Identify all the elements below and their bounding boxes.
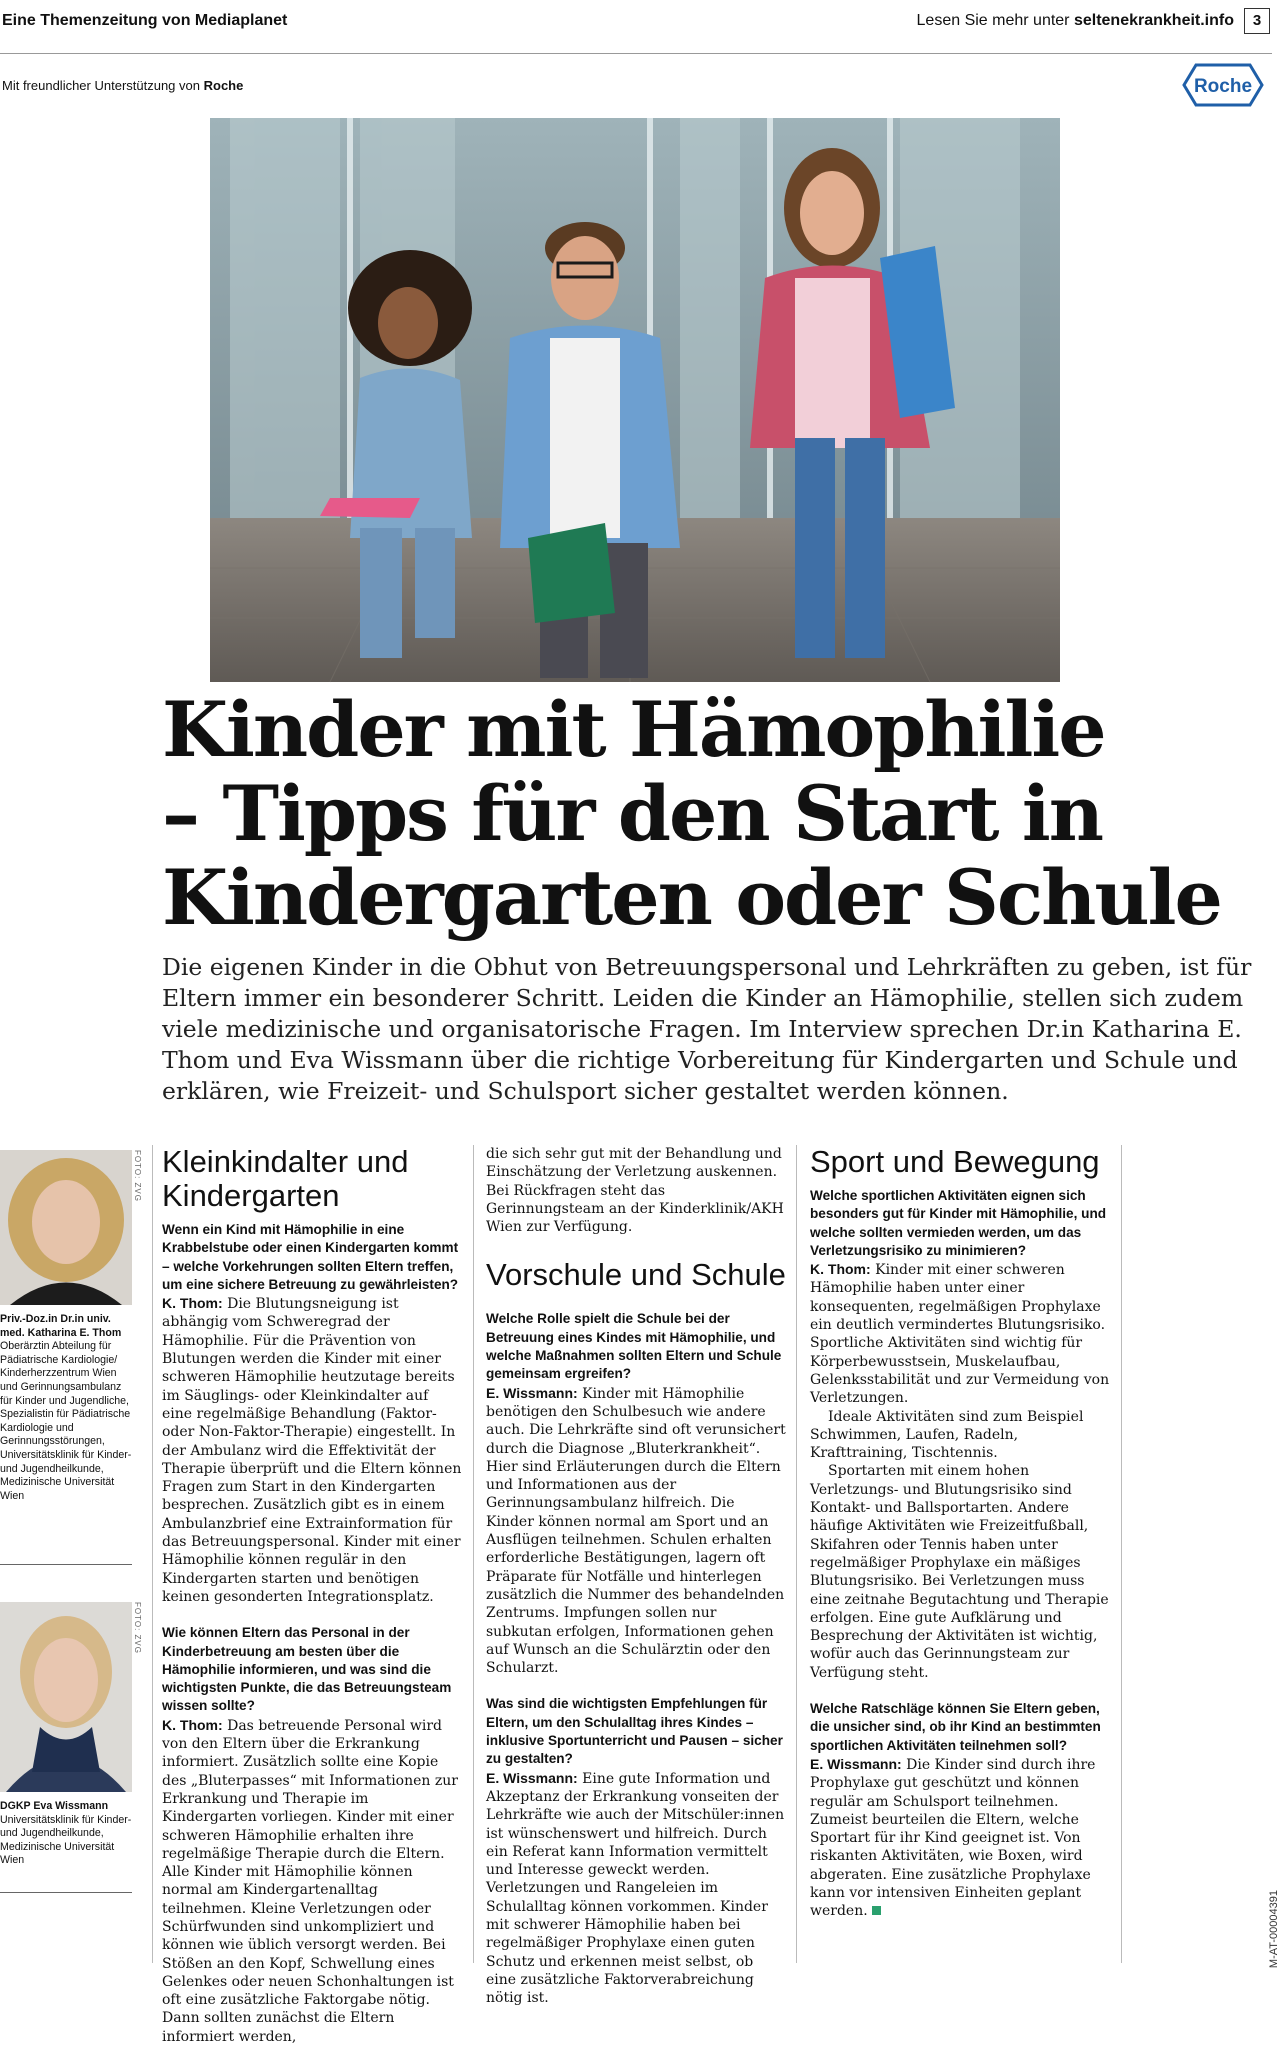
speaker: E. Wissmann:	[810, 1755, 902, 1772]
page-number: 3	[1244, 8, 1270, 34]
section-heading-sport: Sport und Bewegung	[810, 1144, 1100, 1179]
material-code: M-AT-00004391	[1268, 1890, 1280, 1969]
answer-text: Die Blutungsneigung ist abhängig vom Schweregrad der Hämophilie. Für die Prävention von Blutungen werden die Kinder mit einer schweren Hämophilie heutzutage bereits im Säuglings- oder Kleinkindalter auf eine regelmäßige Behandlung (Faktor- oder Non-Faktor-Therapie) eingestellt. In der Ambulanz wird die Effektivität der Therapie überprüft und die Eltern können Fragen zum Start in den Kindergarten besprechen. Zusätzlich gibt es in einem Ambulanzbrief eine Extrainformation für das Betreuungspersonal. Kinder mit einer Hämophilie können regulär in den Kindergarten starten und benötigen keinen gesonderten Integrationsplatz.	[162, 1296, 462, 1605]
bio-wissmann-text: Universitätsklinik für Kinder- und Jugendheilkunde, Medizinische Universität Wien	[0, 1813, 132, 1867]
more-info	[917, 12, 1234, 30]
column-divider	[473, 1145, 474, 1963]
article-column-1	[162, 1145, 462, 2046]
bio-thom	[0, 1313, 132, 1503]
answer-text: Das betreuende Personal wird von den Eltern über die Erkrankung informiert. Zusätzlich sollte eine Kopie des „Bluterpasses“ mit Informationen zur Erkrankung und Therapie im Kindergarten vorliegen. Kinder mit einer schweren Hämophilie erhalten ihre regelmäßige Therapie durch die Eltern. Alle Kinder mit Hämophilie können normal am Kindergartenalltag teilnehmen. Kleine Verletzungen oder Schürfwunden sind unkompliziert und können wie üblich versorgt werden. Bei Stößen an den Kopf, Schwellung eines Gelenkes oder neuen Schonhaltungen ist oft eine zusätzliche Faktorgabe nötig. Dann sollten zunächst die Eltern informiert werden,	[162, 1717, 458, 2045]
article-column-3	[810, 1145, 1112, 1921]
answer-text: Kinder mit einer schweren Hämophilie haben unter einer konsequenten, regelmäßigen Prophylaxe ein deutlich vermindertes Blutungsrisiko. Sportliche Aktivitäten sind wichtig für Körperbewusstsein, Muskelaufbau, Gelenksstabilität und zur Vermeidung von Verletzungen.	[810, 1262, 1110, 1407]
headline-line-1: Kinder mit Hämophilie	[162, 685, 1105, 774]
paragraph: Sportarten mit einem hohen Verletzungs- und Blutungsrisiko sind Kontakt- und Ballsportarten. Andere häufige Aktivitäten wie Freizeitfußball, Skifahren oder Tennis haben unter regelmäßiger Prophylaxe ein mäßiges Blutungsrisiko. Bei Verletzungen muss eine zeitnahe Begutachtung und Therapie erfolgen. Eine gute Aufklärung und Besprechung der Aktivitäten ist wichtig, wofür auch das Gerinnungsteam zur Verfügung steht.	[810, 1463, 1109, 1681]
photo-credit-wissmann: FOTO: ZVG	[133, 1602, 142, 1654]
portrait-thom	[0, 1150, 132, 1305]
continued-text: die sich sehr gut mit der Behandlung und Einschätzung der Verletzung auskennen. Bei Rückfragen steht das Gerinnungsteam an der Kinderklinik/AKH Wien zur Verfügung.	[486, 1146, 784, 1236]
answer	[810, 1755, 1112, 1921]
speaker: E. Wissmann:	[486, 1384, 578, 1401]
answer	[486, 1769, 786, 2008]
answer	[162, 1294, 462, 1606]
bio-thom-name: Priv.-Doz.in Dr.in univ. med. Katharina E. Thom	[0, 1313, 122, 1339]
headline-line-3: Kindergarten oder Schule	[162, 853, 1221, 942]
photo-credit-thom: FOTO: ZVG	[133, 1150, 142, 1202]
speaker: K. Thom:	[162, 1716, 223, 1733]
section-heading-kindergarten: Kleinkindalter und Kindergarten	[162, 1144, 409, 1213]
speaker: K. Thom:	[810, 1261, 871, 1278]
question: Welche sportlichen Aktivitäten eignen sich besonders gut für Kinder mit Hämophilie, und welche sollten vermieden werden, um das Verletzungsrisiko zu minimieren?	[810, 1188, 1107, 1258]
headline-line-2: – Tipps für den Start in	[162, 769, 1103, 858]
bio-divider	[0, 1892, 132, 1893]
bio-wissmann	[0, 1800, 132, 1868]
question: Welche Ratschläge können Sie Eltern geben, die unsicher sind, ob ihr Kind an bestimmten sportlichen Aktivitäten teilnehmen soll?	[810, 1701, 1101, 1753]
column-divider	[152, 1145, 153, 1963]
bio-divider	[0, 1564, 132, 1565]
article-lead: Die eigenen Kinder in die Obhut von Betreuungspersonal und Lehrkräften zu geben, ist für Eltern immer ein besonderer Schritt. Leiden die Kinder an Hämophilie, stellen sich zudem viele medizinische und organisatorische Fragen. Im Interview sprechen Dr.in Katharina E. Thom und Eva Wissmann über die richtige Vorbereitung für Kindergarten und Schule und erklären, wie Freizeit- und Schulsport sicher gestaltet werden können.	[162, 953, 1252, 1105]
page-header	[0, 0, 1272, 54]
question: Welche Rolle spielt die Schule bei der Betreuung eines Kindes mit Hämophilie, und welche Maßnahmen sollten Eltern und Schule gemeinsam ergreifen?	[486, 1311, 782, 1382]
roche-logo	[1182, 62, 1264, 108]
support-prefix: Mit freundlicher Unterstützung von	[2, 78, 204, 93]
paragraph: Ideale Aktivitäten sind zum Beispiel Schwimmen, Laufen, Radeln, Krafttraining, Tischtennis.	[810, 1408, 1084, 1462]
speaker: E. Wissmann:	[486, 1769, 578, 1786]
question: Wie können Eltern das Personal in der Kinderbetreuung am besten über die Hämophilie informieren, und was sind die wichtigsten Punkte, die das Betreuungsteam wissen sollte?	[162, 1625, 452, 1714]
bio-thom-text: Oberärztin Abteilung für Pädiatrische Kardiologie/ Kinderherzzentrum Wien und Gerinnungsambulanz für Kinder und Jugendliche, Spezialistin für Pädiatrische Kardiologie und Gerinnungsstörungen, Universitätsklinik für Kinder- und Jugendheilkunde, Medizinische Universität Wien	[0, 1340, 132, 1502]
answer	[162, 1716, 462, 2046]
end-mark	[872, 1906, 881, 1915]
speaker: K. Thom:	[162, 1295, 223, 1312]
question: Was sind die wichtigsten Empfehlungen für Eltern, um den Schulalltag ihres Kindes – inklusive Sportunterricht und Pausen – sicher zu gestalten?	[486, 1696, 783, 1767]
column-divider	[1121, 1145, 1122, 1963]
more-url-link[interactable]: seltenekrankheit.info	[1073, 12, 1234, 29]
answer-text: Kinder mit Hämophilie benötigen den Schulbesuch wie andere auch. Die Lehrkräfte sind oft verunsichert durch die Diagnose „Bluterkrankheit“. Hier sind Erläuterungen durch die Eltern und Informationen aus der Gerinnungsambulanz hilfreich. Die Kinder können normal am Sport und an Ausflügen teilnehmen. Schulen erhalten erforderliche Bestätigungen, lagern oft Präparate für Notfälle und hinterlegen zusätzlich die Nummer des behandelnden Zentrums. Impfungen sollen nur subkutan erfolgen, Informationen gehen auf Wunsch an die Schulärztin oder den Schularzt.	[486, 1385, 786, 1677]
bio-wissmann-name: DGKP Eva Wissmann	[0, 1800, 109, 1812]
roche-logo-text: Roche	[1193, 76, 1253, 97]
sponsor-note	[2, 78, 243, 93]
article-headline	[162, 685, 1242, 942]
answer-text: Die Kinder sind durch ihre Prophylaxe gut geschützt und können regulär am Schulsport teilnehmen. Zumeist beurteilen die Eltern, welche Sportart für ihr Kind geeignet ist. Von riskanten Aktivitäten, wie Boxen, wird abgeraten. Eine zusätzliche Prophylaxe kann vor intensiven Einheiten geplant werden.	[810, 1756, 1096, 1920]
column-divider	[796, 1145, 797, 1963]
answer-text: Eine gute Information und Akzeptanz der Erkrankung vonseiten der Lehrkräfte wie auch der Mitschüler:innen ist wünschenswert und hilfreich. Durch ein Referat kann Information vermittelt und Interesse geweckt werden. Verletzungen und Rangeleien im Schulalltag können vorkommen. Kinder mit schwerer Hämophilie haben bei regelmäßiger Prophylaxe einen guten Schutz und erkennen meist selbst, ob eine zusätzliche Faktorverabreichung nötig ist.	[486, 1770, 785, 2007]
answer	[486, 1384, 786, 1678]
article-column-2	[486, 1145, 786, 2007]
hero-photo-children	[210, 118, 1060, 682]
section-heading-schule: Vorschule und Schule	[486, 1257, 786, 1293]
support-sponsor: Roche	[203, 78, 244, 93]
publication-name: Eine Themenzeitung von Mediaplanet	[2, 12, 288, 29]
portrait-wissmann	[0, 1602, 132, 1792]
more-prefix: Lesen Sie mehr unter	[916, 12, 1074, 29]
question: Wenn ein Kind mit Hämophilie in eine Krabbelstube oder einen Kindergarten kommt – welche Vorkehrungen sollten Eltern treffen, um eine sichere Betreuung zu gewährleisten?	[162, 1222, 459, 1292]
answer	[810, 1260, 1112, 1407]
